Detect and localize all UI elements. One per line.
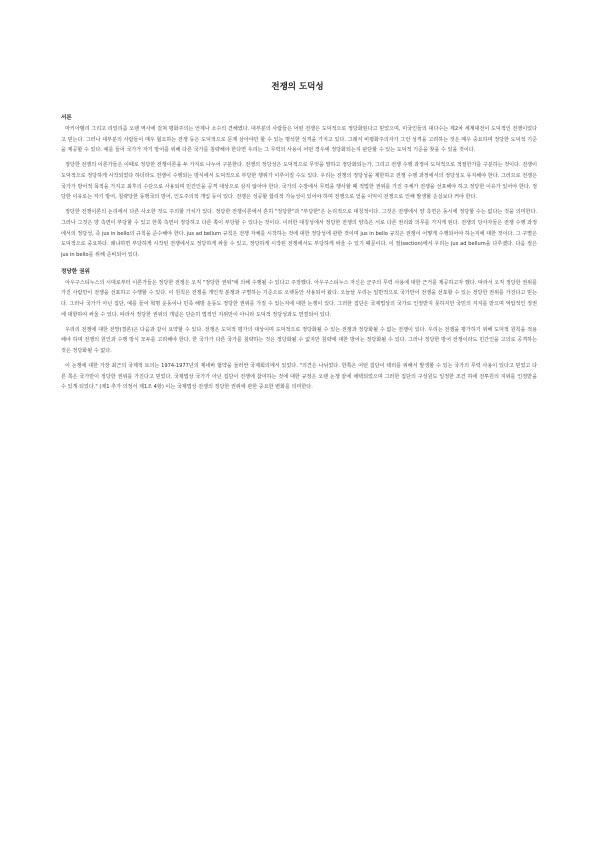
body-paragraph: 아우구스티누스의 시대로부터 이론가들은 정당한 전쟁은 오직 "정당한 권위"에 의해 수행될 수 있다고 주장했다. 아우구스티누스 자신은 군주의 무력 사용에 대한 근거를 제공하고자 했다. 따라서 오직 정당한 권위를 가진 사람만이 전쟁을 선포하고 수행할 수 있다. 이 원칙은 전쟁을 개인적 분쟁과 구별하는 기준으로 오랫동안 사용되어 왔다. 오늘날 우리는 일반적으로 국가만이 전쟁을 선포할 수 있는 정당한 권위를 가진다고 믿는다. 그러나 국가가 아닌 집단, 예를 들어 혁명 운동이나 민족 해방 운동도 정당한 권위를 가질 수 있는지에 대한 논쟁이 있다. 그러한 집단은 국제법상의 국가로 인정받지 못하지만 국민의 지지를 받으며 억압적인 정권에 대항하여 싸울 수 있다. 따라서 정당한 권위의 개념은 단순히 법적인 지위만이 아니라 도덕적 정당성과도 연결되어 있다. (61, 279, 537, 318)
body-paragraph: 이 논쟁에 대한 가장 최근의 국제적 토의는 1974-1977년의 제네바 협약을 둘러싼 국제회의에서 있었다. "의견은 나뉘었다. 한쪽은 어떤 집단이 테러를 위해서 발생할 수 있는 국가의 무력 사용이 있다고 믿었고 다른 쪽은 국가만이 정당한 권위를 가진다고 믿었다. 국제법상 국가가 아닌 집단이 전쟁에 참여하는 것에 대한 규정은 오랜 논쟁 끝에 채택되었으며 그러한 집단의 구성원도 일정한 조건 하에 전투원의 지위를 인정받을 수 있게 되었다." (제1 추가 의정서 제1조 4항) 이는 국제법상 전쟁의 정당한 권위에 관한 중요한 변화를 의미한다. (61, 362, 537, 391)
section-heading-intro: 서론 (61, 115, 72, 121)
body-paragraph: 정당한 전쟁의 이론가들은 이때로 정당한 전쟁이론을 두 가지로 나누어 구분한다. 전쟁의 정당성은 도덕적으로 무엇을 말하고 정당화되는가, 그리고 전쟁 수행 과정이 도덕적으로 적절한가를 구분하는 것이다. 전쟁이 도덕적으로 정당하게 시작되었다 하더라도 전쟁이 수행되는 방식에서 도덕적으로 부당한 행위가 이루어질 수도 있다. 우리는 전쟁의 정당성을 제한하고 전쟁 수행 과정에서의 정당성도 유지해야 한다. 그러므로 전쟁은 국가가 방어적 목적을 가지고 최후의 수단으로 사용되며 민간인을 공격 대상으로 삼지 않아야 한다. 국가의 수장에서 무력을 행사할 때 적법한 권위를 가진 주체가 전쟁을 선포해야 하고 정당한 이유가 있어야 한다. 정당한 이유로는 자기 방어, 침략당한 동맹국의 방어, 인도주의적 개입 등이 있다. 전쟁은 성공할 합리적 가능성이 있어야 하며 전쟁으로 얻을 이익이 전쟁으로 인해 발생할 손실보다 커야 한다. (61, 162, 537, 201)
body-paragraph: 정당한 전쟁이론의 논리에서 다른 사소한 것도 주의할 가치가 있다. 정당한 전쟁이론에서 흔히 "정당한"과 "부당한"은 논리적으로 대칭적이다. 그것은 전쟁에서 양 측면은 동시에 정당할 수는 없다는 것을 의미한다. 그러나 그것은 양 측면이 부당할 수 있고 한쪽 측면이 정당하고 다른 쪽이 부당할 수 있다는 것이다. 이러한 대칭성에서 정당한 전쟁의 양측은 서로 다른 권리와 의무를 가지게 된다. 전쟁의 당사자들은 전쟁 수행 과정에서의 정당성, 즉 jus in bello의 규칙을 준수해야 한다. jus ad bellum 규칙은 전쟁 자체를 시작하는 것에 대한 정당성에 관한 것이며 jus in bello 규칙은 전쟁이 어떻게 수행되어야 하는지에 대한 것이다. 그 구별은 도덕적으로 중요하다. 왜냐하면 부당하게 시작된 전쟁에서도 정당하게 싸울 수 있고, 정당하게 시작된 전쟁에서도 부당하게 싸울 수 있기 때문이다. 이 절(section)에서 우리는 jus ad bellum을 다루겠다. 다음 절은 jus in bello를 위해 준비되어 있다. (61, 209, 537, 259)
body-paragraph: 우리의 전쟁에 대한 전망(결론)은 다음과 같이 요약할 수 있다. 전쟁은 도덕적 평가의 대상이며 도덕적으로 정당화될 수 있는 전쟁과 정당화될 수 없는 전쟁이 있다. 우리는 전쟁을 평가하기 위해 도덕적 원칙을 적용해야 하며 전쟁의 원인과 수행 방식 모두를 고려해야 한다. 한 국가가 다른 국가를 침략하는 것은 정당화될 수 없지만 침략에 대한 방어는 정당화될 수 있다. 그러나 정당한 방어 전쟁이라도 민간인을 고의로 공격하는 것은 정당화될 수 없다. (61, 326, 537, 355)
body-paragraph: 마키아벨리 그리고 리얼리즘 오랜 역사에 걸쳐 평화주의는 언제나 소수의 견해였다. 대부분의 사람들은 어떤 전쟁은 도덕적으로 정당화된다고 믿었으며, 미국인들의 대다수는 제2차 세계대전이 도덕적인 전쟁이었다고 믿는다. 그러나 대부분의 사람들이 매우 혐오하는 전쟁 등은 도덕적으로 문제 삼아야만 할 수 있는 명석한 성격을 가지고 있다. 그래서 비평화주의자가 그런 성격을 고려하는 것은 매우 중요하며 정당한 도덕적 기준을 제공할 수 있다. 예를 들어 국가가 자기 방어를 위해 다른 국가를 침략해야 한다면 우리는 그 무력의 사용이 어떤 경우에 정당화되는지 판단할 수 있는 도덕적 기준을 찾을 수 있을 것이다. (61, 125, 537, 154)
section-heading-legitimate-authority: 정당한 권위 (61, 268, 90, 275)
document-title: 전쟁의 도덕성 (271, 82, 324, 92)
document-body (61, 113, 537, 828)
